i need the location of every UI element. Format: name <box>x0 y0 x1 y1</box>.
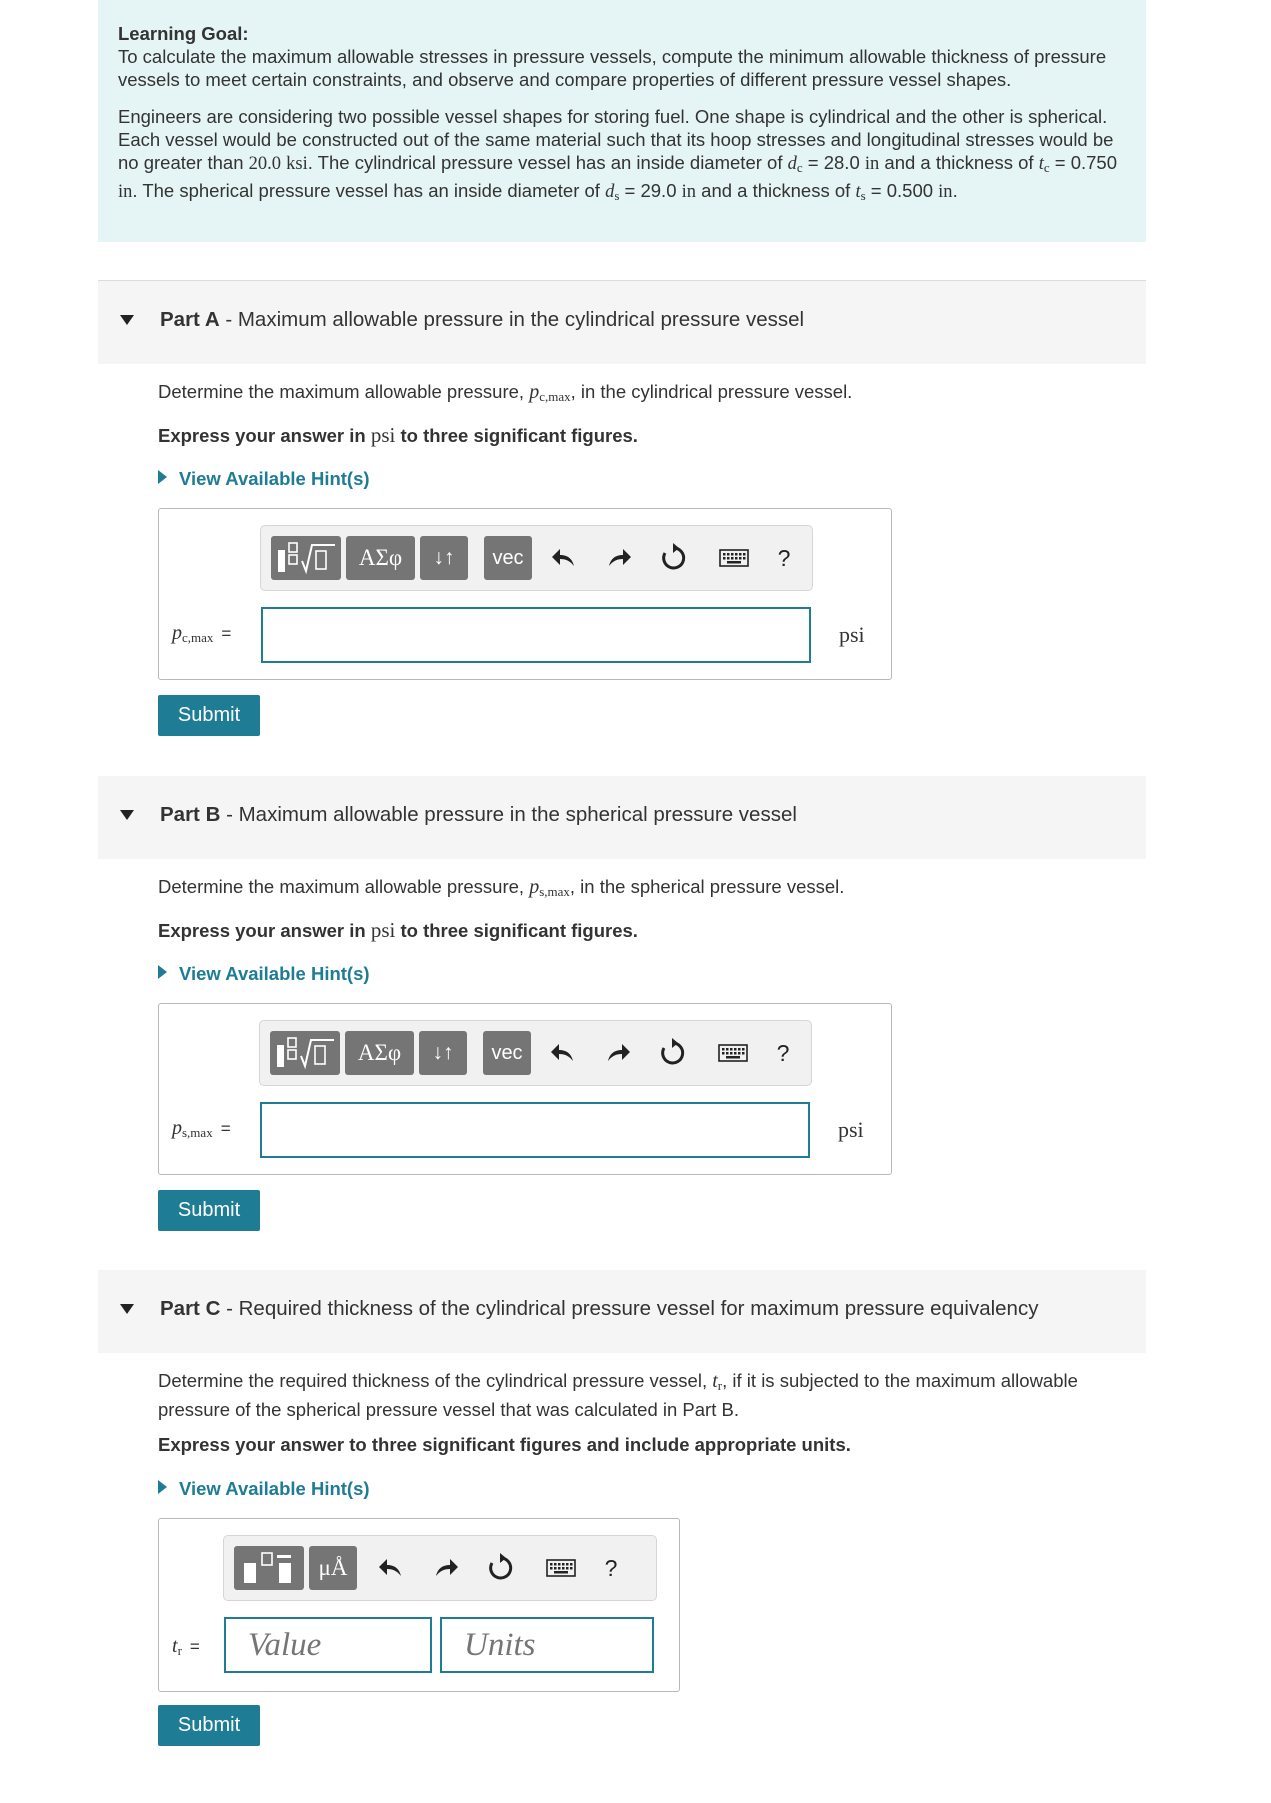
keyboard-icon[interactable] <box>716 540 752 576</box>
part-a-submit-button[interactable]: Submit <box>158 695 260 736</box>
greek-letters-button[interactable]: ΑΣφ <box>346 536 415 580</box>
reset-icon[interactable] <box>483 1550 519 1586</box>
expand-triangle-icon <box>158 470 167 484</box>
learning-goal-intro: To calculate the maximum allowable stresses in pressure vessels, compute the minimum allowable thickness of pressure vessels to meet certain constraints, and observe and compare properties of different pressure vessel shapes. <box>118 46 1107 90</box>
part-a-question: Determine the maximum allowable pressure, $p_{c,max}$, in the cylindrical pressure vessel. <box>158 381 853 404</box>
part-b-answer-box <box>158 1003 892 1175</box>
part-b-question: Determine the maximum allowable pressure, $p_{s,max}$, in the spherical pressure vessel. <box>158 876 845 899</box>
reset-icon[interactable] <box>656 540 692 576</box>
part-a-answer-box <box>158 508 892 680</box>
undo-icon[interactable] <box>546 540 582 576</box>
part-c-submit-button[interactable]: Submit <box>158 1705 260 1746</box>
fraction-sqrt-icon <box>274 1036 336 1070</box>
subscript-superscript-button[interactable]: ↓↑ <box>420 536 468 580</box>
templates-button[interactable] <box>271 536 341 580</box>
part-c-answer-box <box>158 1518 680 1692</box>
part-b-unit-label: psi <box>838 1117 864 1142</box>
learning-goal-scenario: Engineers are considering two possible vessel shapes for storing fuel. One shape is cylindrical and the other is spherical. Each vessel would be constructed out of the same material such that its hoop stresses and longitudinal stresses would be no greater than 20.0 ksi. The cylindrical pressure vessel has an inside diameter of $d_c = 28.0$ in and a thickness of $t_c = 0.750$ in. The spherical pressure vessel has an inside diameter of $d_s = 29.0$ in and a thickness of $t_s = 0.500$ in. <box>118 106 1117 203</box>
part-b-title: Part B - Maximum allowable pressure in the spherical pressure vessel <box>160 803 797 826</box>
part-b-variable-label: $p_{s,max}$ = <box>172 1117 231 1140</box>
expand-triangle-icon <box>158 1480 167 1494</box>
learning-goal-panel <box>98 0 1146 242</box>
help-icon[interactable]: ? <box>776 1039 790 1066</box>
part-c-math-toolbar <box>223 1535 657 1601</box>
part-c-question: Determine the required thickness of the cylindrical pressure vessel, $t_r$, if it is subjected to the maximum allowable pressure of the spherical pressure vessel that was calculated in Part B. <box>158 1370 1078 1420</box>
collapse-triangle-icon[interactable] <box>120 315 134 325</box>
units-field[interactable] <box>442 1619 652 1671</box>
part-a-variable-label: $p_{c,max}$ = <box>172 622 232 645</box>
redo-icon[interactable] <box>601 540 637 576</box>
part-c-value-input[interactable] <box>224 1617 432 1673</box>
part-a-title: Part A - Maximum allowable pressure in the cylindrical pressure vessel <box>160 308 805 331</box>
part-b-answer-field[interactable] <box>262 1104 808 1156</box>
fraction-sqrt-icon <box>275 541 337 575</box>
collapse-triangle-icon[interactable] <box>120 1304 134 1314</box>
part-b-submit-button[interactable]: Submit <box>158 1190 260 1231</box>
part-b-header[interactable] <box>98 776 1146 859</box>
vector-button[interactable]: vec <box>483 1031 531 1075</box>
greek-letters-button[interactable]: ΑΣφ <box>345 1031 414 1075</box>
vector-button[interactable]: vec <box>484 536 532 580</box>
units-button[interactable]: μÅ <box>309 1546 357 1590</box>
part-b-answer-input[interactable] <box>260 1102 810 1158</box>
part-c-units-input[interactable] <box>440 1617 654 1673</box>
templates-icon <box>241 1551 297 1585</box>
part-a-answer-field[interactable] <box>263 609 809 661</box>
part-b-math-toolbar <box>259 1020 812 1086</box>
part-a-hint-link[interactable]: View Available Hint(s) <box>158 468 370 490</box>
undo-icon[interactable] <box>373 1550 409 1586</box>
keyboard-icon[interactable] <box>715 1035 751 1071</box>
part-a-header[interactable] <box>98 281 1146 364</box>
learning-goal-heading: Learning Goal: <box>118 23 249 44</box>
reset-icon[interactable] <box>655 1035 691 1071</box>
templates-button[interactable] <box>270 1031 340 1075</box>
part-c-hint-link[interactable]: View Available Hint(s) <box>158 1478 370 1500</box>
expand-triangle-icon <box>158 965 167 979</box>
part-c-variable-label: $t_r$ = <box>172 1635 200 1658</box>
part-a-answer-input[interactable] <box>261 607 811 663</box>
undo-icon[interactable] <box>545 1035 581 1071</box>
value-units-template-button[interactable] <box>234 1546 304 1590</box>
part-c-instructions: Express your answer to three significant figures and include appropriate units. <box>158 1434 851 1455</box>
keyboard-icon[interactable] <box>543 1550 579 1586</box>
collapse-triangle-icon[interactable] <box>120 810 134 820</box>
part-a-instructions: Express your answer in psi to three significant figures. <box>158 423 638 447</box>
redo-icon[interactable] <box>600 1035 636 1071</box>
redo-icon[interactable] <box>428 1550 464 1586</box>
part-b-hint-link[interactable]: View Available Hint(s) <box>158 963 370 985</box>
part-b-instructions: Express your answer in psi to three significant figures. <box>158 918 638 942</box>
part-a-math-toolbar <box>260 525 813 591</box>
part-c-header[interactable] <box>98 1270 1146 1353</box>
help-icon[interactable]: ? <box>604 1554 618 1581</box>
part-c-title: Part C - Required thickness of the cylindrical pressure vessel for maximum pressure equivalency <box>160 1297 1039 1320</box>
part-a-unit-label: psi <box>839 622 865 647</box>
value-field[interactable] <box>226 1619 430 1671</box>
help-icon[interactable]: ? <box>777 544 791 571</box>
subscript-superscript-button[interactable]: ↓↑ <box>419 1031 467 1075</box>
